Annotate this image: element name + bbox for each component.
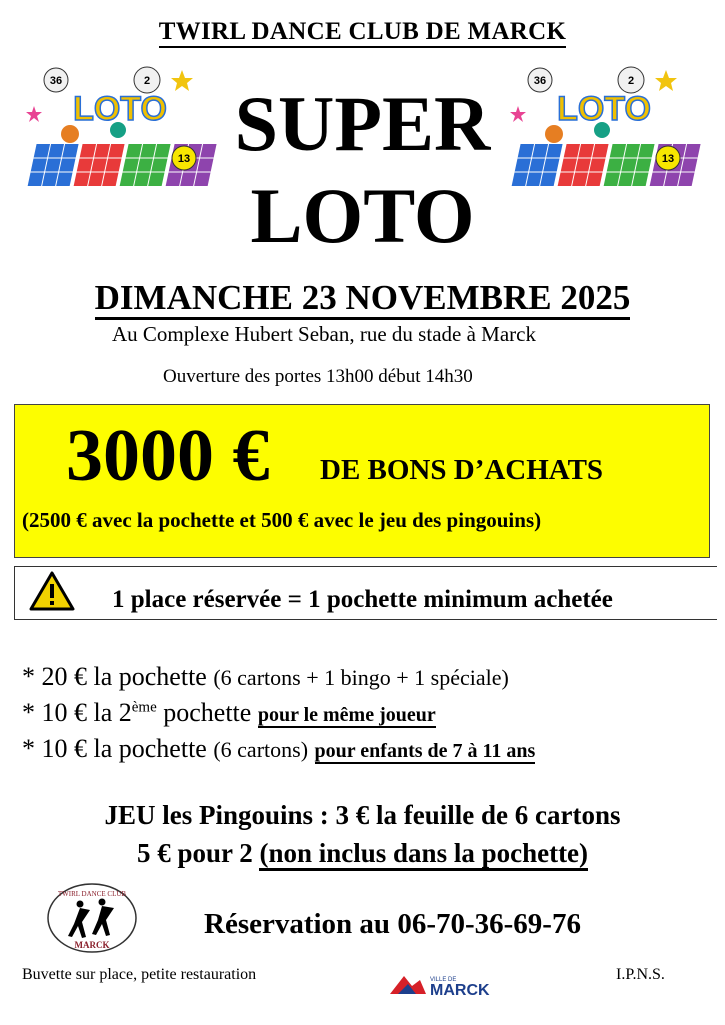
ville-small-text: VILLE DE bbox=[430, 977, 457, 983]
footer-ipns: I.P.N.S. bbox=[616, 966, 665, 983]
jeu-line-1: JEU les Pingouins : 3 € la feuille de 6 cartons bbox=[104, 800, 621, 830]
ball-number-3: 13 bbox=[177, 153, 191, 165]
loto-logo-text: LOTO bbox=[557, 90, 651, 128]
prize-label: DE BONS D’ACHATS bbox=[320, 454, 604, 486]
club-logo-bottom-text: MARCK bbox=[74, 940, 110, 950]
club-logo bbox=[44, 880, 140, 956]
price-line-1: * 20 € la pochette (6 cartons + 1 bingo + 1 spéciale) bbox=[22, 662, 509, 691]
ball-number-2: 2 bbox=[627, 75, 635, 87]
prize-detail: (2500 € avec la pochette et 500 € avec le jeu des pingouins) bbox=[22, 508, 542, 532]
ville-name-text: MARCK bbox=[430, 982, 490, 998]
warning-text: 1 place réservée = 1 pochette minimum achetée bbox=[112, 586, 613, 613]
ball-number-2: 2 bbox=[143, 75, 151, 87]
headline-super: SUPER bbox=[234, 80, 491, 167]
loto-logo-text: LOTO bbox=[73, 90, 167, 128]
event-date: DIMANCHE 23 NOVEMBRE 2025 bbox=[0, 278, 725, 318]
club-logo-top-text: TWIRL DANCE CLUB bbox=[57, 890, 127, 898]
footer-buvette: Buvette sur place, petite restauration bbox=[22, 966, 257, 983]
jeu-line-2: 5 € pour 2 (non inclus dans la pochette) bbox=[0, 838, 725, 869]
ball-number-3: 13 bbox=[661, 153, 675, 165]
warning-icon bbox=[28, 570, 76, 612]
ball-number-1: 36 bbox=[49, 75, 63, 87]
price-line-2: * 10 € la 2ème pochette pour le même joueur bbox=[22, 698, 436, 727]
ball-number-1: 36 bbox=[533, 75, 547, 87]
club-title: TWIRL DANCE CLUB DE MARCK bbox=[0, 18, 725, 46]
price-line-3: * 10 € la pochette (6 cartons) pour enfants de 7 à 11 ans bbox=[22, 734, 536, 763]
headline-loto: LOTO bbox=[250, 172, 475, 259]
prize-amount: 3000 € bbox=[66, 415, 270, 497]
headline bbox=[0, 80, 725, 260]
ville-marck-logo bbox=[388, 972, 538, 998]
event-venue: Au Complexe Hubert Seban, rue du stade à Marck bbox=[112, 322, 536, 346]
reservation: Réservation au 06-70-36-69-76 bbox=[204, 908, 581, 940]
event-hours: Ouverture des portes 13h00 début 14h30 bbox=[163, 366, 473, 387]
